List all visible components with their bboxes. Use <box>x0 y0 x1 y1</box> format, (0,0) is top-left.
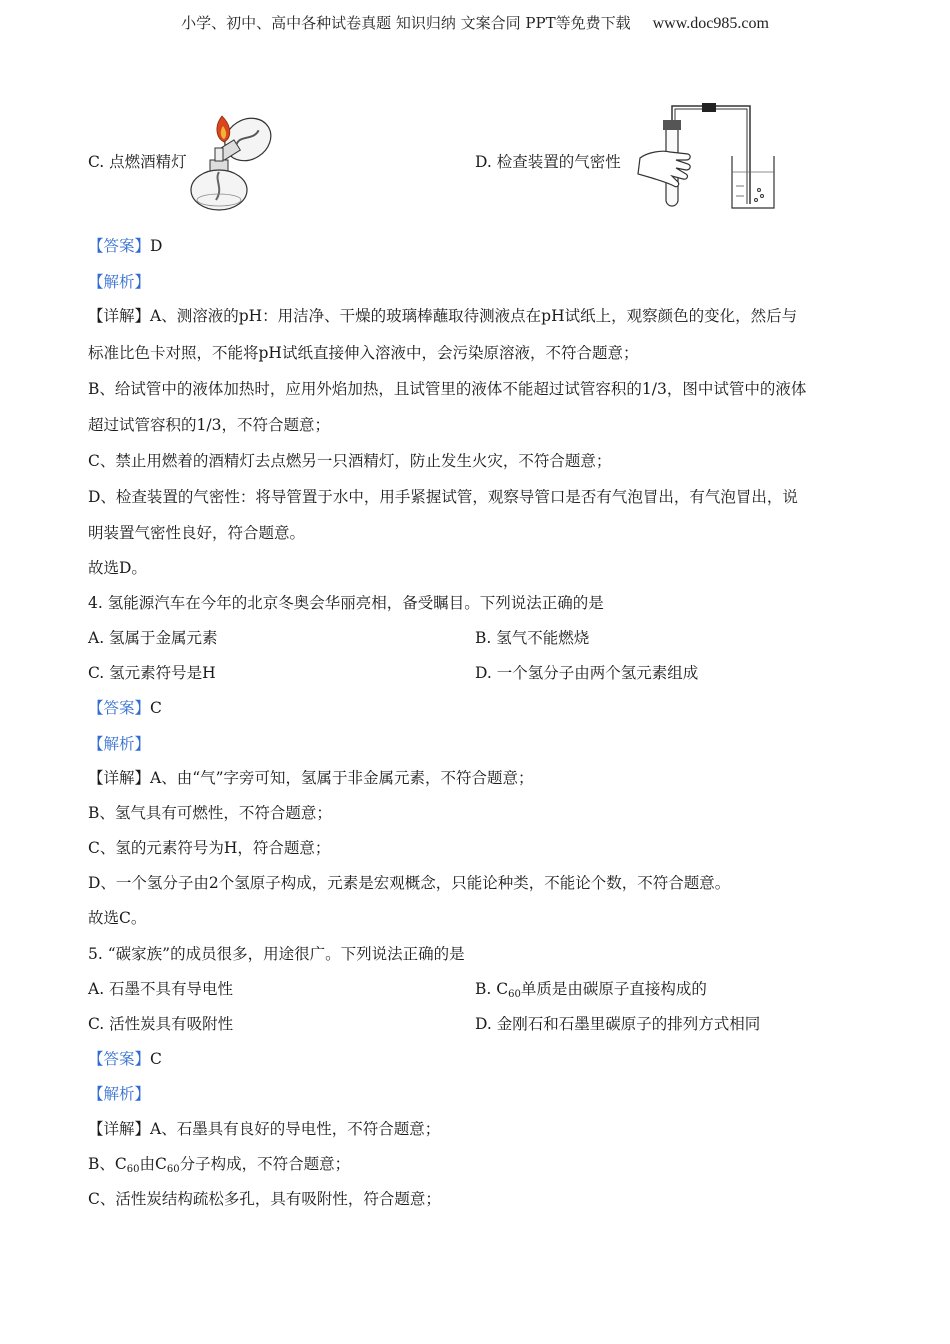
answer-value: D <box>150 237 163 255</box>
answer-value: C <box>150 699 162 717</box>
detail-b-mid: 由C <box>139 1155 167 1173</box>
alcohol-lamp-lighting-figure <box>188 108 280 216</box>
q5-detail-c: C、活性炭结构疏松多孔，具有吸附性，符合题意； <box>88 1190 441 1208</box>
q3-option-d: D. 检查装置的气密性 <box>475 153 621 171</box>
q3-detail-b-2: 超过试管容积的1/3，不符合题意； <box>88 416 330 434</box>
detail-tag: 【详解】 <box>88 307 151 325</box>
stopper <box>663 120 681 130</box>
answer-value: C <box>150 1050 162 1068</box>
q3-conclusion: 故选D。 <box>88 559 147 577</box>
q3-detail-c: C、禁止用燃着的酒精灯去点燃另一只酒精灯，防止发生火灾，不符合题意； <box>88 452 612 470</box>
q3-detail-d-2: 明装置气密性良好，符合题意。 <box>88 524 306 542</box>
q4-option-b: B. 氢气不能燃烧 <box>475 629 590 647</box>
detail-text: A、测溶液的pH：用洁净、干燥的玻璃棒蘸取待测液点在pH试纸上，观察颜色的变化，然后与 <box>150 307 798 325</box>
q5-option-c: C. 活性炭具有吸附性 <box>88 1015 234 1033</box>
q3-option-c: C. 点燃酒精灯 <box>88 153 187 171</box>
subscript: 60 <box>166 1164 180 1175</box>
q3-answer <box>88 236 162 256</box>
detail-text: A、由“气”字旁可知，氢属于非金属元素，不符合题意； <box>150 769 534 787</box>
q4-option-d: D. 一个氢分子由两个氢元素组成 <box>475 664 699 682</box>
q5-stem: 5. “碳家族”的成员很多，用途很广。下列说法正确的是 <box>88 945 465 963</box>
q4-conclusion: 故选C。 <box>88 909 147 927</box>
detail-tag: 【详解】 <box>88 1120 151 1138</box>
detail-b-prefix: B、C <box>88 1155 127 1173</box>
analysis-tag: 【解析】 <box>88 1085 151 1103</box>
q4-answer <box>88 698 162 718</box>
q5-option-a: A. 石墨不具有导电性 <box>88 980 234 998</box>
analysis-tag: 【解析】 <box>88 273 151 291</box>
q3-analysis-heading <box>88 272 150 292</box>
q4-detail-b: B、氢气具有可燃性，不符合题意； <box>88 804 332 822</box>
header-url[interactable]: www.doc985.com <box>652 15 769 32</box>
q4-detail-d: D、一个氢分子由2个氢原子构成，元素是宏观概念，只能论种类，不能论个数，不符合题意。 <box>88 874 731 892</box>
answer-tag: 【答案】 <box>88 1050 151 1068</box>
subscript: 60 <box>126 1164 140 1175</box>
header-banner: 小学、初中、高中各种试卷真题 知识归纳 文案合同 PPT等免费下载 <box>181 14 631 32</box>
q5-answer <box>88 1049 162 1069</box>
answer-tag: 【答案】 <box>88 699 151 717</box>
q3-detail-a-2: 标准比色卡对照，不能将pH试纸直接伸入溶液中，会污染原溶液，不符合题意； <box>88 344 639 362</box>
q5-option-b <box>475 979 707 1005</box>
analysis-tag: 【解析】 <box>88 735 151 753</box>
q4-analysis-heading <box>88 734 150 754</box>
page-header <box>0 12 950 33</box>
q4-detail-c: C、氢的元素符号为H，符合题意； <box>88 839 331 857</box>
airtightness-check-figure <box>632 100 780 214</box>
subscript: 60 <box>508 989 521 1000</box>
detail-b-text: 分子构成，不符合题意； <box>179 1155 351 1173</box>
detail-text: A、石墨具有良好的导电性，不符合题意； <box>150 1120 441 1138</box>
beaker <box>732 156 774 208</box>
q3-detail-d-1: D、检查装置的气密性：将导管置于水中，用手紧握试管，观察导管口是否有气泡冒出，有气泡冒出，说 <box>88 488 798 506</box>
option-b-text: 单质是由碳原子直接构成的 <box>520 980 707 998</box>
q4-detail-a <box>88 768 534 788</box>
q4-option-c: C. 氢元素符号是H <box>88 664 216 682</box>
q5-detail-b <box>88 1154 350 1180</box>
q3-detail-a-1 <box>88 306 797 326</box>
q3-detail-b-1: B、给试管中的液体加热时，应用外焰加热，且试管里的液体不能超过试管容积的1/3，图中试管中的液体 <box>88 380 807 398</box>
q4-stem: 4. 氢能源汽车在今年的北京冬奥会华丽亮相，备受瞩目。下列说法正确的是 <box>88 594 604 612</box>
rubber-connector <box>702 103 716 112</box>
hand <box>638 151 690 186</box>
q5-detail-a <box>88 1119 440 1139</box>
option-b-prefix: B. C <box>475 980 509 998</box>
answer-tag: 【答案】 <box>88 237 151 255</box>
q5-analysis-heading <box>88 1084 150 1104</box>
detail-tag: 【详解】 <box>88 769 151 787</box>
q4-option-a: A. 氢属于金属元素 <box>88 629 218 647</box>
q5-option-d: D. 金刚石和石墨里碳原子的排列方式相同 <box>475 1015 761 1033</box>
